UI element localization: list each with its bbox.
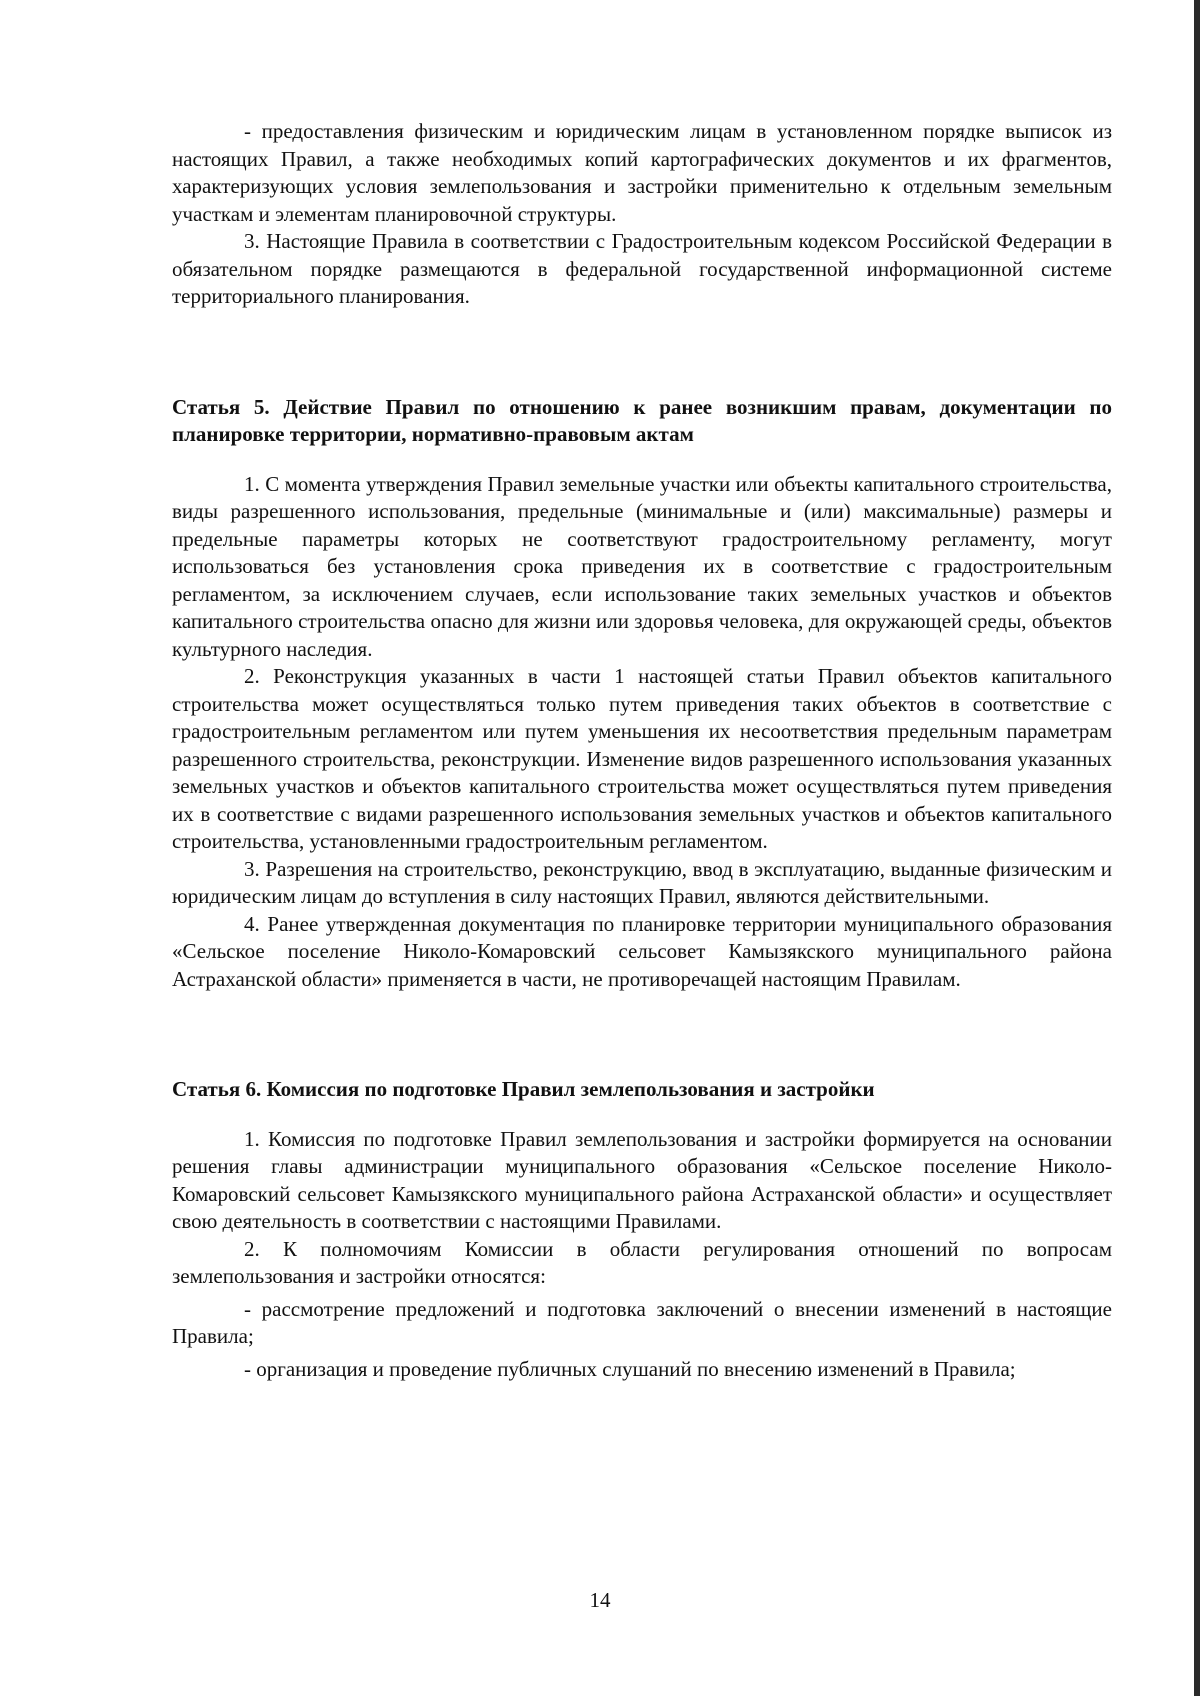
article-5-paragraph-3: 3. Разрешения на строительство, реконструкцию, ввод в эксплуатацию, выданные физическим и юридическим лицам до вступления в силу настоящих Правил, являются действительными. xyxy=(172,856,1112,908)
article-5-paragraph-4: 4. Ранее утвержденная документация по планировке территории муниципального образования «Сельское поселение Николо-Комаровский сельсовет Камызякского муниципального района Астраханской области» применяется в части, не противоречащей настоящим Правилам. xyxy=(172,911,1112,991)
article-5-heading: Статья 5. Действие Правил по отношению к ранее возникшим правам, документации по планировке территории, нормативно-правовым актам xyxy=(172,394,1112,446)
heading-spacer xyxy=(172,1104,1112,1126)
page-number: 14 xyxy=(589,1588,611,1612)
article-6-item-1: 1. Комиссия по подготовке Правил землепользования и застройки формируется на основании решения главы администрации муниципального образования «Сельское поселение Николо-Комаровский сельсовет Камызякского муниципального района Астраханской области» и осуществляет свою деятельность в соответствии с настоящими Правилами. xyxy=(172,1126,1112,1233)
article-6-bullet-2: - организация и проведение публичных слушаний по внесению изменений в Правила; xyxy=(244,1356,1016,1381)
intro-item-3-paragraph: 3. Настоящие Правила в соответствии с Градостроительным кодексом Российской Федерации в обязательном порядке размещаются в федеральной государственной информационной системе территориального планирования. xyxy=(172,229,1112,308)
article-5-paragraph-1: 1. С момента утверждения Правил земельные участки или объекты капитального строительства, виды разрешенного использования, предельные (минимальные и (или) максимальные) размеры и предельные параметры которых не соответствуют градостроительному регламенту, могут использоваться без установления срока приведения их в соответствие с градостроительным регламентом, за исключением случаев, если использование таких земельных участков и объектов капитального строительства опасно для жизни или здоровья человека, для окружающей среды, объектов культурного наследия. xyxy=(172,471,1112,661)
intro-bullet-paragraph: - предоставления физическим и юридическим лицам в установленном порядке выписок из настоящих Правил, а также необходимых копий картографических документов и их фрагментов, характеризующих условия землепользования и застройки применительно к отдельным земельным участкам и элементам планировочной структуры. xyxy=(172,119,1112,226)
heading-spacer xyxy=(172,449,1112,471)
document-page xyxy=(172,118,1112,1383)
article-6-heading: Статья 6. Комиссия по подготовке Правил землепользования и застройки xyxy=(172,1077,875,1101)
section-spacer xyxy=(172,993,1112,1076)
article-6-bullet-1: - рассмотрение предложений и подготовка заключений о внесении изменений в настоящие Правила; xyxy=(172,1296,1112,1348)
page-edge-border xyxy=(1194,0,1200,1696)
section-spacer xyxy=(172,311,1112,394)
article-5-paragraph-2: 2. Реконструкция указанных в части 1 настоящей статьи Правил объектов капитального строительства может осуществляться только путем приведения таких объектов в соответствие с градостроительным регламентом или путем уменьшения их несоответствия предельным параметрам разрешенного строительства, реконструкции. Изменение видов разрешенного использования указанных земельных участков и объектов капитального строительства может осуществляться путем приведения их в соответствие с видами разрешенного использования земельных участков и объектов капитального строительства, установленными градостроительным регламентом. xyxy=(172,664,1112,853)
article-6-item-2: 2. К полномочиям Комиссии в области регулирования отношений по вопросам землепользования и застройки относятся: xyxy=(172,1236,1112,1288)
